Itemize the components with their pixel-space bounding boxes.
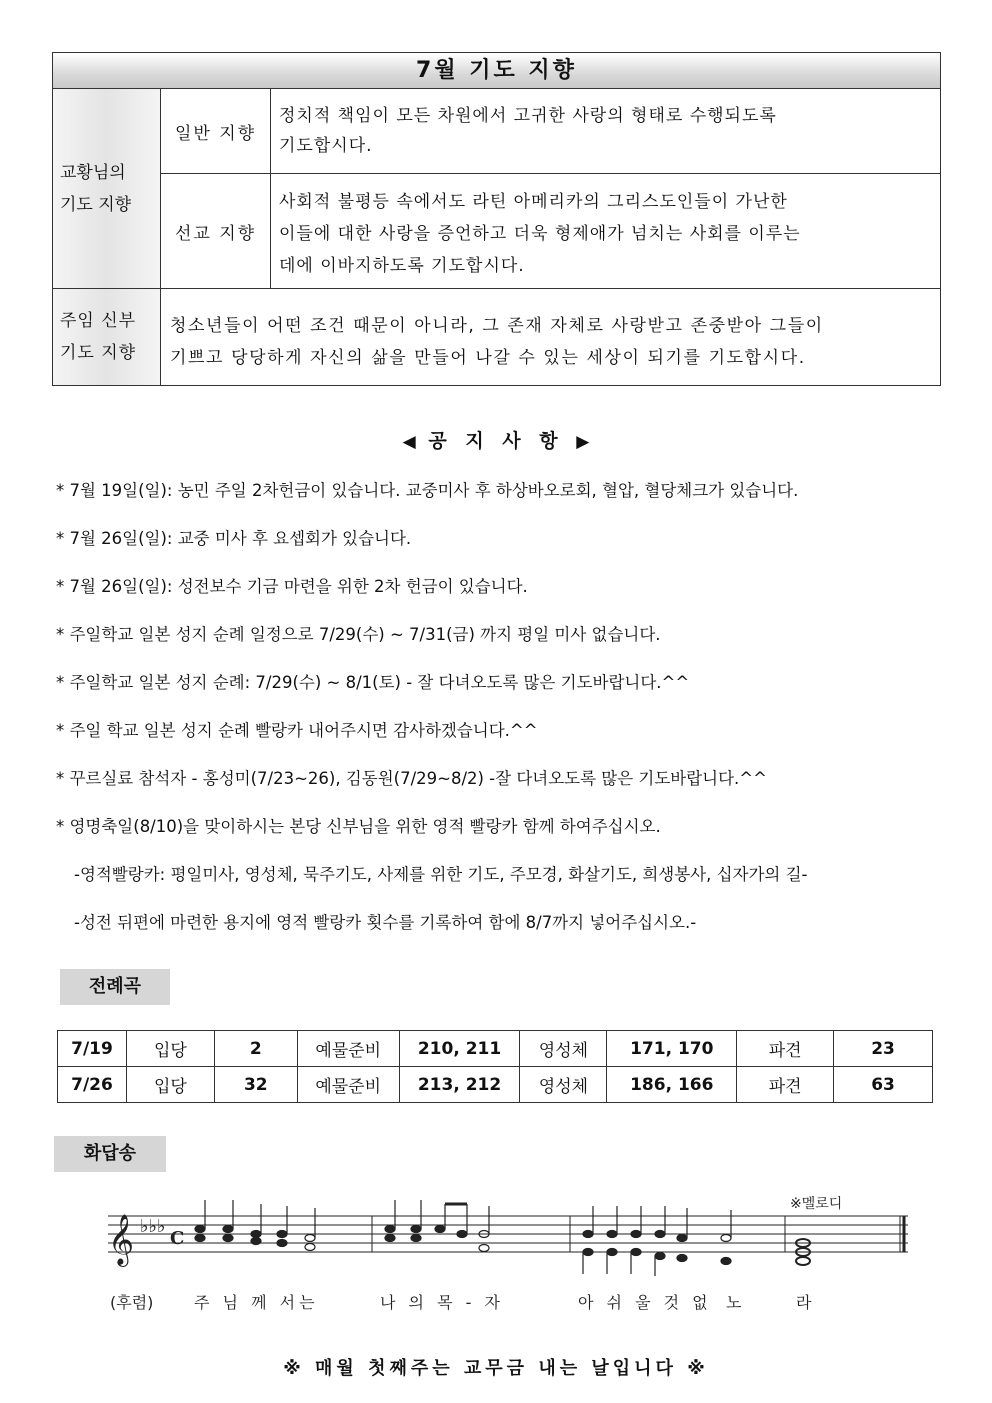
mission-intention-label: 선교 지향 xyxy=(161,174,271,289)
hymn-table xyxy=(57,1030,933,1103)
notice-sub-item: -성전 뒤편에 마련한 용지에 영적 빨랑카 횟수를 기록하여 함에 8/7까지 넣어주십시오.- xyxy=(74,913,697,932)
hymn-dismissal-number: 63 xyxy=(834,1067,933,1103)
treble-clef-icon: 𝄞 xyxy=(108,1214,135,1265)
table-row xyxy=(58,1067,933,1103)
pastor-label-line: 기도 지향 xyxy=(60,343,137,363)
notices-heading xyxy=(0,426,992,453)
pastor-text-line: 청소년들이 어떤 조건 때문이 아니라, 그 존재 자체로 사랑받고 존중받아 그들이 xyxy=(170,316,824,336)
hymn-entrance-label: 입당 xyxy=(126,1067,214,1103)
hymn-communion-label: 영성체 xyxy=(520,1067,607,1103)
prayer-title: 7월 기도 지향 xyxy=(53,53,940,89)
pope-intention-label xyxy=(53,89,161,289)
lyrics-segment: 나 의 목 - 자 xyxy=(380,1293,504,1312)
general-intention-text xyxy=(271,89,940,174)
melody-note: ※멜로디 xyxy=(790,1196,843,1212)
hymn-entrance-number: 32 xyxy=(214,1067,297,1103)
pastor-intention-text xyxy=(161,289,940,385)
general-intention-label: 일반 지향 xyxy=(161,89,271,174)
pastor-text-line: 기쁘고 당당하게 자신의 삶을 만들어 나갈 수 있는 세상이 되기를 기도합시다. xyxy=(170,348,806,368)
pope-label-line: 교황님의 xyxy=(60,162,126,183)
notice-item: * 주일학교 일본 성지 순례 일정으로 7/29(수) ~ 7/31(금) 까지 평일 미사 없습니다. xyxy=(56,625,661,644)
lyrics-segment: 주 님 께 서는 xyxy=(194,1293,319,1312)
table-row xyxy=(58,1031,933,1067)
hymn-dismissal-number: 23 xyxy=(834,1031,933,1067)
hymn-communion-label: 영성체 xyxy=(520,1031,607,1067)
hymn-communion-number: 186, 166 xyxy=(607,1067,737,1103)
hymn-offertory-number: 213, 212 xyxy=(399,1067,520,1103)
mission-text-line: 이들에 대한 사랑을 증언하고 더욱 형제애가 넘치는 사회를 이루는 xyxy=(279,224,801,244)
general-text-line: 기도합시다. xyxy=(279,136,373,156)
pastor-label-line: 주임 신부 xyxy=(60,311,137,331)
hymn-offertory-label: 예물준비 xyxy=(297,1031,399,1067)
refrain-label: (후렴) xyxy=(110,1293,154,1312)
prayer-intention-table xyxy=(52,52,941,386)
psalm-section-label: 화답송 xyxy=(54,1136,166,1172)
footer-notice: ※ 매월 첫째주는 교무금 내는 날입니다 ※ xyxy=(283,1358,709,1379)
notices-list xyxy=(56,478,951,958)
mission-text-line: 데에 이바지하도록 기도합시다. xyxy=(279,256,525,276)
svg-text:C: C xyxy=(170,1228,185,1249)
notice-item: * 영명축일(8/10)을 맞이하시는 본당 신부님을 위한 영적 빨랑카 함께 하여주십시오. xyxy=(56,817,661,836)
notice-item: * 주일 학교 일본 성지 순례 빨랑카 내어주시면 감사하겠습니다.^^ xyxy=(56,721,538,740)
triangle-left-icon: ◀ xyxy=(402,432,416,452)
notice-item: * 꾸르실료 참석자 - 홍성미(7/23~26), 김동원(7/29~8/2) -잘 다녀오도록 많은 기도바랍니다.^^ xyxy=(56,769,767,788)
hymn-entrance-number: 2 xyxy=(214,1031,297,1067)
notice-item: * 주일학교 일본 성지 순례: 7/29(수) ~ 8/1(토) - 잘 다녀오도록 많은 기도바랍니다.^^ xyxy=(56,673,690,692)
psalm-sheet-music xyxy=(100,1196,910,1324)
hymn-dismissal-label: 파견 xyxy=(737,1067,834,1103)
hymn-dismissal-label: 파견 xyxy=(737,1031,834,1067)
notices-heading-text: 공 지 사 항 xyxy=(428,430,564,452)
hymn-date: 7/19 xyxy=(58,1031,127,1067)
notice-item: * 7월 26일(일): 교중 미사 후 요셉회가 있습니다. xyxy=(56,529,412,548)
lyrics-segment: 라 xyxy=(796,1293,812,1312)
triangle-right-icon: ▶ xyxy=(576,432,590,452)
hymn-communion-number: 171, 170 xyxy=(607,1031,737,1067)
pastor-intention-label xyxy=(53,289,161,385)
pope-label-line: 기도 지향 xyxy=(60,194,132,215)
mission-intention-text xyxy=(271,174,940,289)
mission-text-line: 사회적 불평등 속에서도 라틴 아메리카의 그리스도인들이 가난한 xyxy=(279,192,788,212)
hymn-offertory-label: 예물준비 xyxy=(297,1067,399,1103)
hymn-entrance-label: 입당 xyxy=(126,1031,214,1067)
liturgy-section-label: 전례곡 xyxy=(60,969,170,1005)
notice-sub-item: -영적빨랑카: 평일미사, 영성체, 묵주기도, 사제를 위한 기도, 주모경, 화살기도, 희생봉사, 십자가의 길- xyxy=(74,865,808,884)
hymn-offertory-number: 210, 211 xyxy=(399,1031,520,1067)
notice-item: * 7월 19일(일): 농민 주일 2차헌금이 있습니다. 교중미사 후 하상바오로회, 혈압, 혈당체크가 있습니다. xyxy=(56,481,799,500)
lyrics-segment: 노 xyxy=(726,1293,742,1312)
svg-text:♭♭♭: ♭♭♭ xyxy=(140,1216,166,1237)
lyrics-segment: 아 쉬 울 것 없 xyxy=(578,1293,712,1312)
notice-item: * 7월 26일(일): 성전보수 기금 마련을 위한 2차 헌금이 있습니다. xyxy=(56,577,528,596)
hymn-date: 7/26 xyxy=(58,1067,127,1103)
general-text-line: 정치적 책임이 모든 차원에서 고귀한 사랑의 형태로 수행되도록 xyxy=(279,106,777,126)
